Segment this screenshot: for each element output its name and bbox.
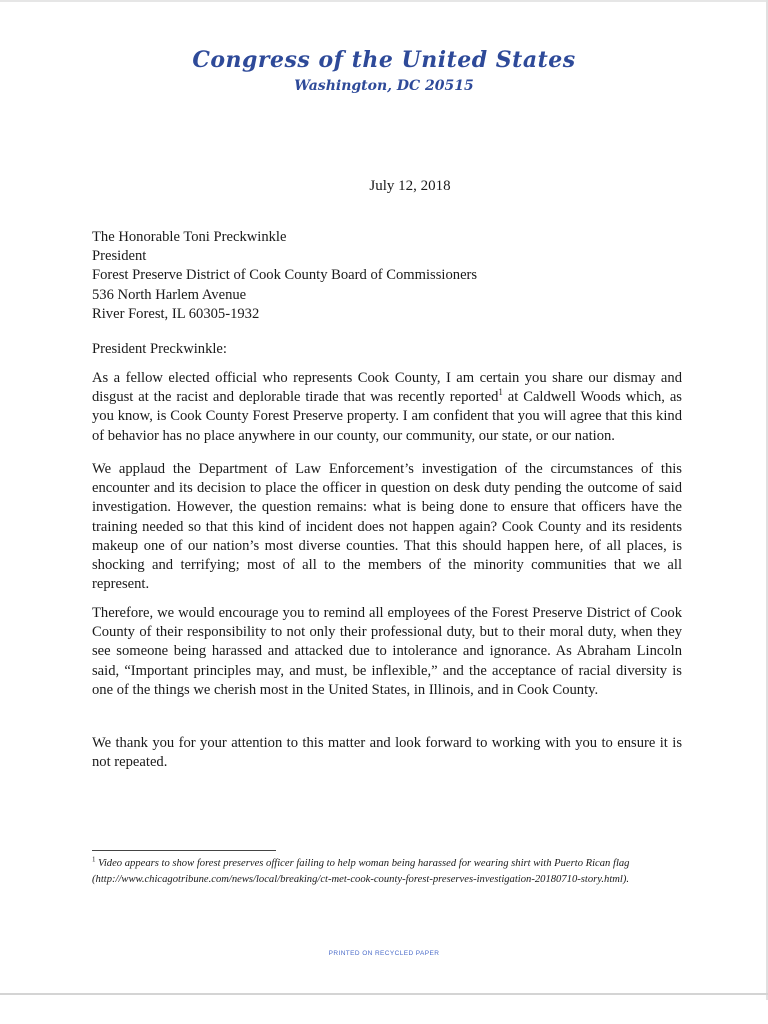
p1-text-before: As a fellow elected official who represents Cook County, I am certain you share our dismay and disgust at the racist and deplorable tirade that was recently reported	[92, 370, 682, 406]
salutation: President Preckwinkle:	[92, 341, 227, 357]
body-paragraph-2: We applaud the Department of Law Enforcement’s investigation of the circumstances of this encounter and its decision to place the officer in question on desk duty pending the outcome of said investigation. However, the question remains: what is being done to ensure that officers have the training needed so that this kind of incident does not happen again? Cook County and its residents makeup one of our nation’s most diverse counties. That this should happen here, of all places, is shocking and terrifying; most of all to the members of the minority communities that we all represent.	[92, 461, 682, 593]
letter-date: July 12, 2018	[369, 178, 451, 194]
recycled-paper-notice: PRINTED ON RECYCLED PAPER	[328, 950, 440, 957]
recipient-city: River Forest, IL 60305-1932	[92, 305, 260, 322]
page-edge-bottom	[0, 993, 768, 995]
recipient-organization: Forest Preserve District of Cook County Board of Commissioners	[92, 267, 478, 284]
footnote-reference: 1	[498, 387, 503, 398]
body-paragraph-3: Therefore, we would encourage you to remind all employees of the Forest Preserve District of Cook County of their responsibility to not only their professional duty, but to their moral duty, when they see someone being harassed and attacked due to intolerance and ignorance. As Abraham Lincoln said, “Important principles may, and must, be inflexible,” and the acceptance of racial diversity is one of the things we cherish most in the United States, in Illinois, and in Cook County.	[92, 605, 682, 698]
recipient-name: The Honorable Toni Preckwinkle	[92, 229, 287, 245]
footnote-divider	[92, 850, 276, 851]
recipient-address	[92, 228, 682, 324]
footnote-marker: 1	[92, 855, 96, 864]
recipient-title: President	[92, 248, 147, 265]
recipient-street: 536 North Harlem Avenue	[92, 286, 247, 303]
p1-text-after: at Caldwell Woods which, as you know, is Cook County Forest Preserve property. I am confident that you will agree that this kind of behavior has no place anywhere in our county, our community, our state, or our nation.	[92, 389, 682, 444]
page-edge-top	[0, 0, 768, 2]
footnote	[92, 856, 688, 888]
body-paragraph-4: We thank you for your attention to this matter and look forward to working with you to ensure it is not repeated.	[92, 735, 682, 771]
letterhead-title: Congress of the United States	[192, 47, 576, 73]
footnote-text: Video appears to show forest preserves officer failing to help woman being harassed for wearing shirt with Puerto Rican flag (http://www.chicagotribune.com/news/local/breaking/ct-met-cook-county-forest-preserves-investigation-20180710-story.html).	[92, 858, 630, 885]
letterhead	[0, 46, 768, 96]
letterhead-subtitle: Washington, DC 20515	[294, 78, 474, 94]
body-paragraph-1	[92, 369, 682, 446]
